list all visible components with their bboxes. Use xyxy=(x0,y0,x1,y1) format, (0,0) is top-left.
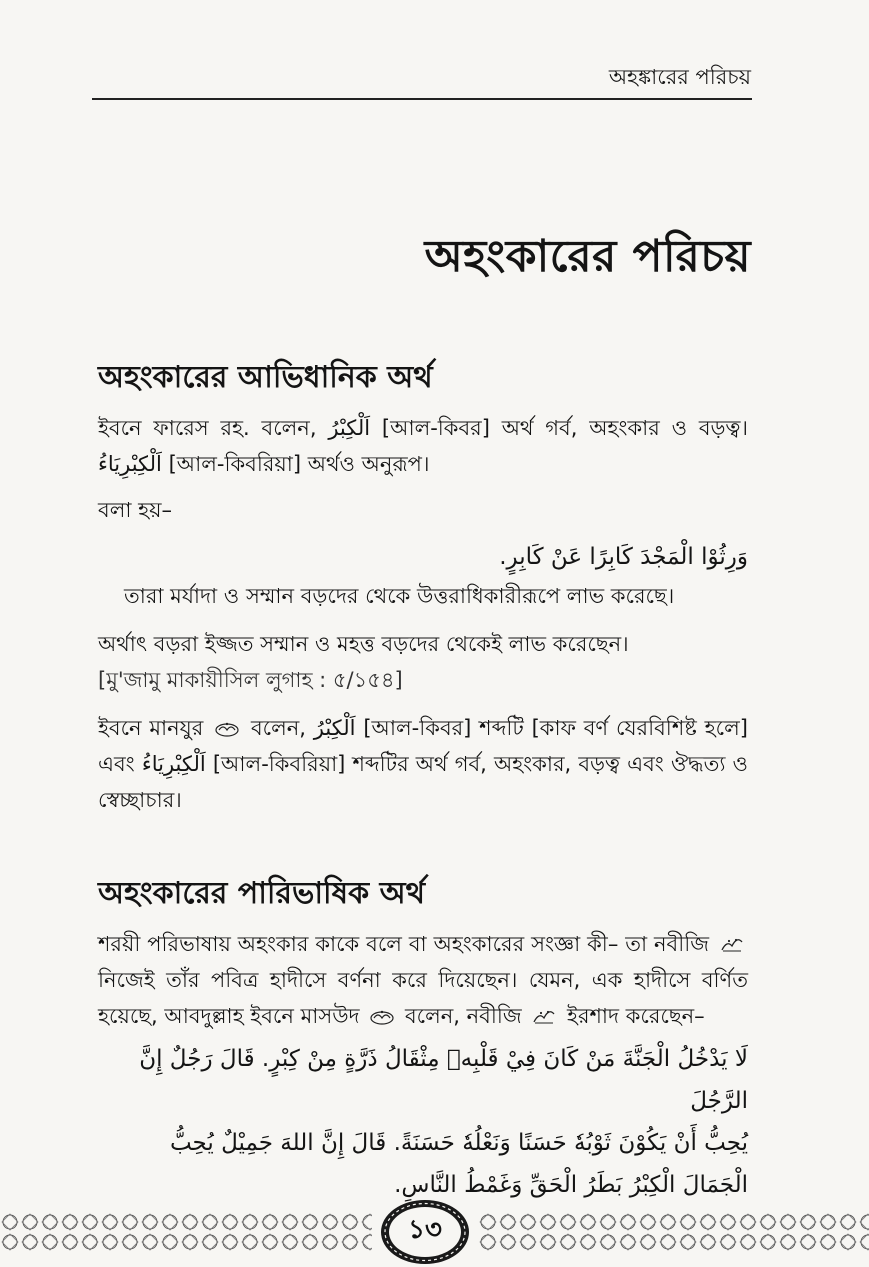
arabic-term: اَلْكِبْرِيَاءُ xyxy=(98,452,162,476)
text-span: শরয়ী পরিভাষায় অহংকার কাকে বলে বা অহংকারের সংজ্ঞা কী– তা নবীজি xyxy=(98,932,710,956)
geometric-border-ornament xyxy=(0,1212,372,1252)
proverb-translation: তারা মর্যাদা ও সম্মান বড়দের থেকে উত্তরাধিকারীরূপে লাভ করেছে। xyxy=(124,584,675,608)
section-heading-lexical: অহংকারের আভিধানিক অর্থ xyxy=(98,360,433,395)
text-span: [আল-কিবরিয়া] অর্থও অনুরূপ। xyxy=(168,452,430,476)
honorific-calligraphy-icon xyxy=(369,1008,395,1026)
section-heading-technical: অহংকারের পারিভাষিক অর্থ xyxy=(98,876,426,911)
text-span: ইবনে ফারেস রহ. বলেন, xyxy=(98,416,317,440)
paragraph-explanation: অর্থাৎ বড়রা ইজ্জত সম্মান ও মহত্ত বড়দের থেকেই লাভ করেছেন। xyxy=(98,632,629,656)
page-footer xyxy=(0,1190,869,1267)
text-span: [আল-কিবর] অর্থ গর্ব, অহংকার ও বড়ত্ব। xyxy=(381,416,748,440)
text-span: ইরশাদ করেছেন– xyxy=(567,1004,705,1028)
honorific-calligraphy-icon xyxy=(531,1008,557,1026)
page-number: ১৩ xyxy=(408,1215,442,1245)
paragraph-definition xyxy=(98,926,748,1034)
chapter-title: অহংকারের পরিচয় xyxy=(424,231,751,282)
text-span: [আল-কিবরিয়া] শব্দটির অর্থ গর্ব, অহংকার, বড়ত্ব এবং ঔদ্ধত্য ও স্বেচ্ছাচার। xyxy=(98,752,748,812)
citation: [মু'জামু মাকায়ীসিল লুগাহ : ৫/১৫৪] xyxy=(98,668,403,692)
running-header: অহঙ্কারের পরিচয় xyxy=(608,65,751,89)
arabic-term: اَلْكِبْرُ xyxy=(313,716,356,740)
arabic-term: اَلْكِبْرُ xyxy=(328,416,371,440)
arabic-proverb: وَرِثُوْا الْمَجْدَ كَابِرًا عَنْ كَابِرٍ. xyxy=(499,544,748,570)
header-divider xyxy=(92,98,752,100)
section-technical xyxy=(98,872,748,1206)
paragraph-ibn-manzur xyxy=(98,710,748,818)
hadith-arabic-line-2: يُحِبُّ أَنْ يَكُوْنَ ثَوْبُهٗ حَسَنًا وَنَعْلُهٗ حَسَنَةً. قَالَ إِنَّ اللهَ جَمِيْلٌ يُحِبُّ xyxy=(169,1130,748,1156)
hadith-arabic-line-3: الْجَمَالَ الْكِبْرُ بَطَرُ الْحَقِّ وَغَمْطُ النَّاسِ. xyxy=(394,1172,748,1198)
geometric-border-ornament xyxy=(478,1212,869,1252)
text-span: [আল-কিবর] শব্দটি [কাফ বর্ণ যেরবিশিষ্ট হলে] এবং xyxy=(98,716,748,776)
paragraph-said: বলা হয়– xyxy=(98,498,173,522)
honorific-calligraphy-icon xyxy=(214,720,240,738)
arabic-term: اَلْكِبْرِيَاءُ xyxy=(141,752,206,776)
text-span: বলেন, নবীজি xyxy=(404,1004,522,1028)
hadith-arabic-line-1: لَا يَدْخُلُ الْجَنَّةَ مَنْ كَانَ فِيْ قَلْبِهٖ مِثْقَالُ ذَرَّةٍ مِنْ كِبْرٍ. قَالَ رَجُلٌ إِنَّ الرَّجُلَ xyxy=(139,1046,748,1114)
paragraph-ibn-faris xyxy=(98,410,748,482)
honorific-calligraphy-icon xyxy=(719,936,745,954)
text-span: বলেন, xyxy=(250,716,306,740)
text-span: ইবনে মানযুর xyxy=(98,716,204,740)
section-lexical xyxy=(98,356,748,818)
text-span: নিজেই তাঁর পবিত্র হাদীসে বর্ণনা করে দিয়েছেন। যেমন, এক হাদীসে বর্ণিত হয়েছে, আবদুল্লাহ ইবনে মাসউদ xyxy=(98,968,748,1028)
